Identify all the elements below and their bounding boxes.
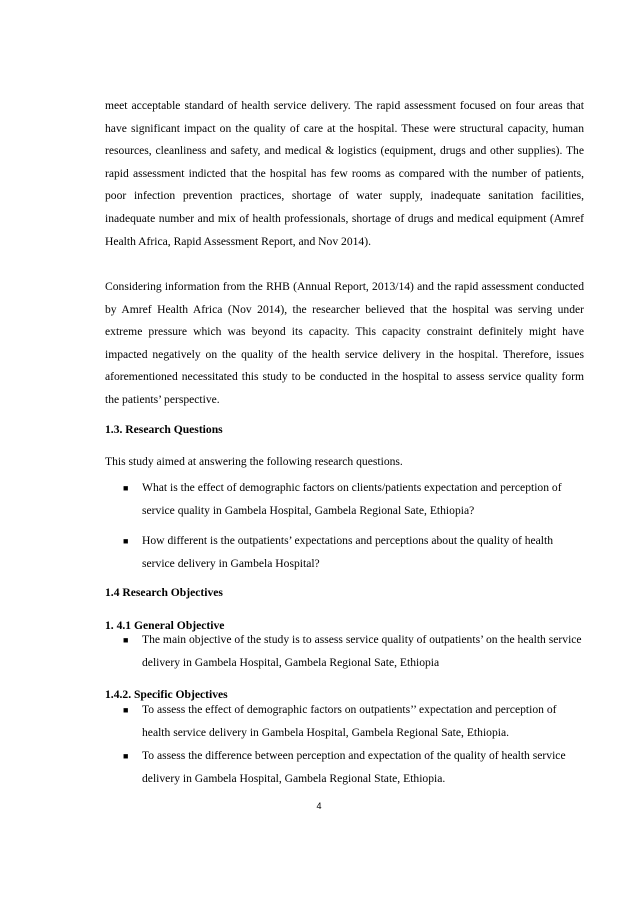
page-number: 4 — [316, 801, 322, 811]
general-objective-item: The main objective of the study is to assess service quality of outpatients’ on the health service delivery in Gambela Hospital, Gambela Regional Sate, Ethiopia — [142, 633, 582, 669]
research-questions-intro: This study aimed at answering the following research questions. — [105, 455, 403, 468]
heading-research-questions: 1.3. Research Questions — [105, 423, 223, 436]
research-question-item: How different is the outpatients’ expectations and perceptions about the quality of health service delivery in Gambela Hospital? — [142, 534, 554, 570]
bullet-icon: ■ — [123, 483, 129, 493]
bullet-icon: ■ — [123, 635, 129, 645]
bullet-icon: ■ — [123, 536, 129, 546]
paragraph-capacity-constraint: Considering information from the RHB (Annual Report, 2013/14) and the rapid assessment conducted by Amref Health Africa (Nov 2014), the researcher believed that the hospital was serving under extreme pressure which was beyond its capacity. This capacity constraint definitely might have impacted negatively on the quality of the health service delivery in the hospital. Therefore, issues aforementioned necessitated this study to be conducted in the hospital to assess service quality form the patients’ perspective. — [105, 280, 584, 406]
specific-objective-item: To assess the difference between perception and expectation of the quality of health service delivery in Gambela Hospital, Gambela Regional State, Ethiopia. — [142, 749, 566, 785]
bullet-icon: ■ — [123, 751, 129, 761]
heading-research-objectives: 1.4 Research Objectives — [105, 586, 223, 599]
heading-general-objective: 1. 4.1 General Objective — [105, 619, 225, 632]
paragraph-rapid-assessment: meet acceptable standard of health service delivery. The rapid assessment focused on four areas that have significant impact on the quality of care at the hospital. These were structural capacity, human resources, cleanliness and safety, and medical & logistics (equipment, drugs and other supplies). The rapid assessment indicted that the hospital has few rooms as compared with the number of patients, poor infection prevention practices, shortage of water supply, inadequate sanitation facilities, inadequate number and mix of health professionals, shortage of drugs and medical equipment (Amref Health Africa, Rapid Assessment Report, and Nov 2014). — [105, 99, 584, 248]
research-question-item: What is the effect of demographic factors on clients/patients expectation and perception of service quality in Gambela Hospital, Gambela Regional Sate, Ethiopia? — [142, 481, 562, 517]
specific-objective-item: To assess the effect of demographic factors on outpatients’’ expectation and perception of health service delivery in Gambela Hospital, Gambela Regional Sate, Ethiopia. — [142, 703, 557, 739]
heading-specific-objectives: 1.4.2. Specific Objectives — [105, 688, 228, 701]
bullet-icon: ■ — [123, 705, 129, 715]
